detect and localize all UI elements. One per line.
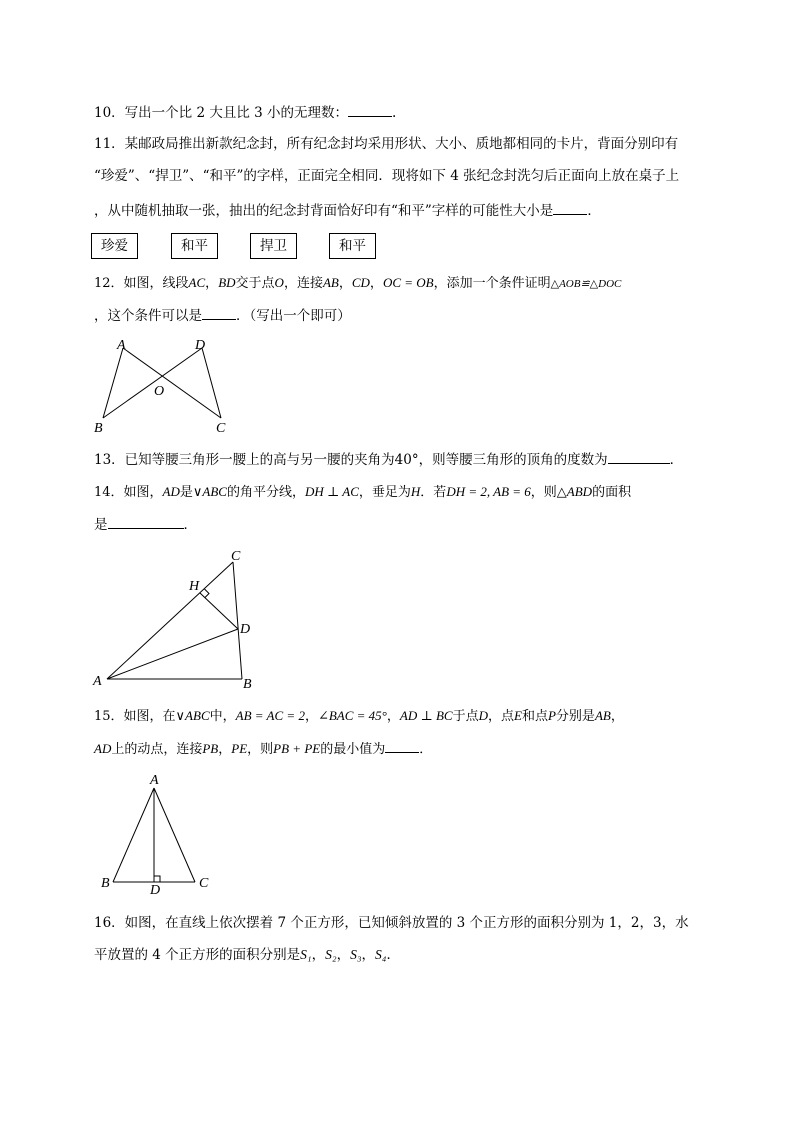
question-12-line-1: 12．如图，线段AC，BD交于点O，连接AB，CD，OC = OB，添加一个条件证明△AOB≌△DOC [94, 275, 622, 291]
question-13: 13．已知等腰三角形一腰上的高与另一腰的夹角为40°，则等腰三角形的顶角的度数为 ． [94, 449, 683, 470]
answer-blank-11[interactable] [553, 200, 587, 215]
figure-q12 [90, 336, 240, 436]
question-15-line-1: 15．如图，在∨ABC中，AB = AC = 2，∠BAC = 45°，AD ⊥ BC于点D，点E和点P分别是AB， [94, 708, 624, 724]
card-4: 和平 [329, 233, 376, 259]
figure-q15 [98, 770, 218, 896]
label-D: D [150, 883, 161, 898]
figure-q14 [90, 544, 265, 692]
label-A: A [93, 674, 102, 689]
question-14-line-1: 14．如图，AD是∨ABC的角平分线，DH ⊥ AC，垂足为H．若DH = 2, AB = 6，则△ABD的面积 [94, 484, 632, 500]
label-B: B [243, 677, 252, 692]
label-O: O [154, 384, 165, 399]
label-B: B [94, 421, 103, 436]
answer-blank-10[interactable] [348, 102, 392, 117]
question-10: 10．写出一个比 2 大且比 3 小的无理数： . [94, 102, 396, 123]
question-11-line-1: 11．某邮政局推出新款纪念封，所有纪念封均采用形状、大小、质地都相同的卡片，背面分别印有 [94, 136, 679, 152]
label-C: C [199, 876, 209, 891]
card-2: 和平 [171, 233, 218, 259]
question-14-line-2: 是 ． [94, 514, 197, 535]
label-A: A [117, 338, 126, 353]
question-16-line-2: 平放置的 4 个正方形的面积分别是S₁，S₂，S₃，S₄． [94, 947, 400, 963]
label-C: C [216, 421, 226, 436]
label-B: B [101, 876, 110, 891]
question-11-line-2: “珍爱”、“捍卫”、“和平”的字样，正面完全相同．现将如下 4 张纪念封洗匀后正面向上放在桌子上 [94, 168, 680, 184]
card-3: 捍卫 [250, 233, 297, 259]
label-D: D [195, 338, 206, 353]
answer-blank-12[interactable] [202, 305, 236, 320]
card-1: 珍爱 [91, 233, 138, 259]
question-12-line-2: ，这个条件可以是 ．（写出一个即可） [94, 305, 351, 326]
label-H: H [189, 579, 200, 594]
label-C: C [231, 549, 241, 564]
label-A: A [150, 773, 159, 788]
label-D: D [240, 622, 251, 637]
question-11-line-3: ，从中随机抽取一张，抽出的纪念封背面恰好印有“和平”字样的可能性大小是 ． [94, 200, 601, 221]
answer-blank-14[interactable] [108, 514, 184, 529]
answer-blank-13[interactable] [608, 449, 670, 464]
answer-blank-15[interactable] [385, 738, 419, 753]
question-15-line-2: AD上的动点，连接PB，PE，则PB + PE的最小值为 ． [94, 738, 432, 760]
question-16-line-1: 16．如图，在直线上依次摆着 7 个正方形，已知倾斜放置的 3 个正方形的面积分别为 1，2，3，水 [94, 915, 689, 931]
